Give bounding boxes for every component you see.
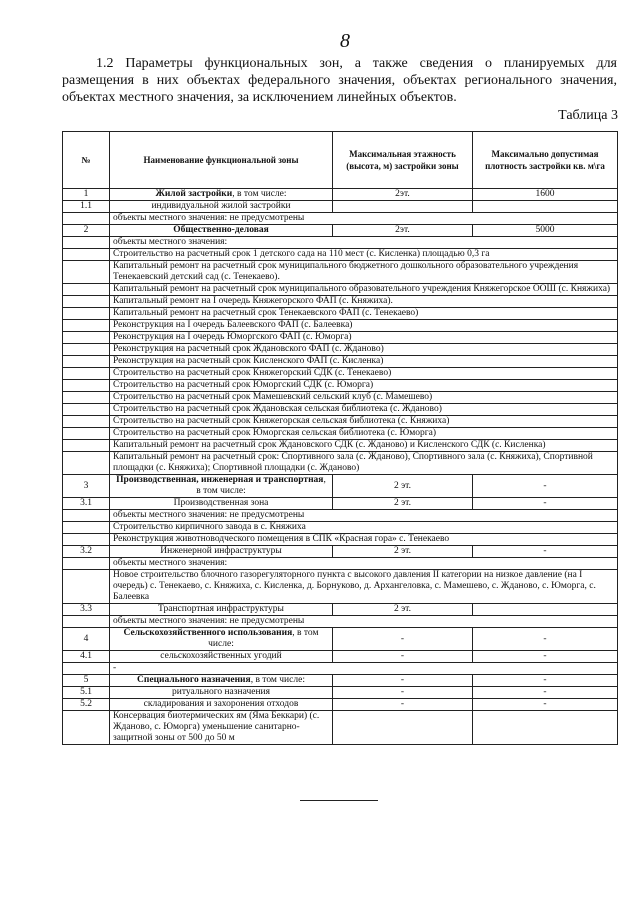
page-number: 8 xyxy=(340,30,350,52)
row-num xyxy=(63,296,110,308)
table-row xyxy=(63,249,618,261)
row-num xyxy=(63,616,110,628)
zone-density: - xyxy=(473,546,618,558)
header-density: Максимально допустимая плотность застройки кв. м\га xyxy=(473,132,618,189)
table-row xyxy=(63,368,618,380)
row-num xyxy=(63,522,110,534)
object-item: Строительство на расчетный срок Княжегорский СДК (с. Тенекаево) xyxy=(110,368,618,380)
row-num: 3.1 xyxy=(63,498,110,510)
table-row xyxy=(63,663,618,675)
table-row xyxy=(63,498,618,510)
row-num: 3.3 xyxy=(63,604,110,616)
row-num xyxy=(63,261,110,284)
zone-floors: 2 эт. xyxy=(333,604,473,616)
zone-name: Инженерной инфраструктуры xyxy=(110,546,333,558)
table-row xyxy=(63,332,618,344)
table-row xyxy=(63,475,618,498)
object-item: Капитальный ремонт на I очередь Княжегорского ФАП (с. Княжиха). xyxy=(110,296,618,308)
row-num xyxy=(63,558,110,570)
zone-name-suffix: , в том числе: xyxy=(232,189,287,199)
row-num xyxy=(63,452,110,475)
zone-name-bold: Сельскохозяйственного использования xyxy=(123,628,293,638)
zone-density xyxy=(473,201,618,213)
object-item: Строительство на расчетный срок Юморгский СДК (с. Юморга) xyxy=(110,380,618,392)
zone-name xyxy=(110,475,333,498)
zone-name-suffix: , в том числе: xyxy=(196,475,326,496)
table-row xyxy=(63,616,618,628)
object-item: Строительство на расчетный срок Мамешевский сельский клуб (с. Мамешево) xyxy=(110,392,618,404)
local-objects-note: объекты местного значения: xyxy=(110,237,618,249)
object-item: Новое строительство блочного газорегуляторного пункта с высокого давления II категории на низкое давление (на I очередь) с. Тенекаево, с. Княжиха, с. Кисленка, д. Борнуково, д. Архангеловка, с. Мамешево, с. Жданово, с. Юморга, с. Балеевка xyxy=(110,570,618,604)
object-item: Реконструкция на I очередь Балеевского ФАП (с. Балеевка) xyxy=(110,320,618,332)
header-zone: Наименование функциональной зоны xyxy=(110,132,333,189)
table-row xyxy=(63,440,618,452)
object-item: Капитальный ремонт на расчетный срок: Спортивного зала (с. Жданово), Спортивного зала (с. Княжиха), Спортивной площадки (с. Княжиха); Спортивной площадки (с. Жданово) xyxy=(110,452,618,475)
row-num: 4.1 xyxy=(63,651,110,663)
local-objects-note: объекты местного значения: не предусмотрены xyxy=(110,616,618,628)
object-item: Строительство на расчетный срок 1 детского сада на 110 мест (с. Кисленка) площадью 0,3 га xyxy=(110,249,618,261)
row-num: 3 xyxy=(63,475,110,498)
zone-name-bold: Специального назначения xyxy=(137,675,251,685)
zone-name: сельскохозяйственных угодий xyxy=(110,651,333,663)
zone-floors: - xyxy=(333,651,473,663)
table-row xyxy=(63,380,618,392)
row-num xyxy=(63,237,110,249)
zone-name: индивидуальной жилой застройки xyxy=(110,201,333,213)
row-num: 4 xyxy=(63,628,110,651)
row-num xyxy=(63,284,110,296)
row-num xyxy=(63,534,110,546)
table-row xyxy=(63,510,618,522)
table-row xyxy=(63,344,618,356)
row-num xyxy=(63,570,110,604)
zone-name: ритуального назначения xyxy=(110,687,333,699)
object-item: Реконструкция на I очередь Юморгского ФАП (с. Юморга) xyxy=(110,332,618,344)
zone-density: - xyxy=(473,498,618,510)
zone-density: 5000 xyxy=(473,225,618,237)
footer-rule xyxy=(300,800,378,801)
zone-density: - xyxy=(473,687,618,699)
row-num: 5.2 xyxy=(63,699,110,711)
zone-density: 1600 xyxy=(473,189,618,201)
row-num: 2 xyxy=(63,225,110,237)
table-row xyxy=(63,201,618,213)
object-item: Реконструкция животноводческого помещения в СПК «Красная гора» с. Тенекаево xyxy=(110,534,618,546)
table-row xyxy=(63,452,618,475)
table-row xyxy=(63,308,618,320)
zone-density xyxy=(473,711,618,745)
zone-density: - xyxy=(473,628,618,651)
object-item: Строительство кирпичного завода в с. Княжиха xyxy=(110,522,618,534)
row-num: 5 xyxy=(63,675,110,687)
row-num xyxy=(63,510,110,522)
zone-density xyxy=(473,604,618,616)
zone-floors: - xyxy=(333,628,473,651)
zone-name xyxy=(110,628,333,651)
table-row xyxy=(63,404,618,416)
row-num xyxy=(63,440,110,452)
section-heading: 1.2 Параметры функциональных зон, а также сведения о планируемых для размещения в них объектах федерального значения, объектах регионального значения, объектах местного значения, за исключением линейных объектов. xyxy=(62,56,617,105)
zone-name-suffix: , в том числе: xyxy=(250,675,305,685)
zone-density: - xyxy=(473,475,618,498)
header-num: № xyxy=(63,132,110,189)
table-row xyxy=(63,296,618,308)
zone-floors xyxy=(333,201,473,213)
row-num xyxy=(63,711,110,745)
zone-name-suffix: , в том числе: xyxy=(208,628,319,649)
zone-name: складирования и захоронения отходов xyxy=(110,699,333,711)
row-num xyxy=(63,320,110,332)
zone-floors: - xyxy=(333,675,473,687)
table-row xyxy=(63,699,618,711)
object-item: Капитальный ремонт на расчетный срок Тенекаевского ФАП (с. Тенекаево) xyxy=(110,308,618,320)
table-row xyxy=(63,522,618,534)
table-row xyxy=(63,534,618,546)
table-row xyxy=(63,225,618,237)
table-row xyxy=(63,546,618,558)
functional-zones-table xyxy=(62,131,618,745)
object-item: Реконструкция на расчетный срок Ждановского ФАП (с. Жданово) xyxy=(110,344,618,356)
table-row xyxy=(63,284,618,296)
zone-name-bold: Жилой застройки xyxy=(155,189,233,199)
table-row xyxy=(63,711,618,745)
object-item: Капитальный ремонт на расчетный срок муниципального бюджетного дошкольного образовательного учреждения Тенекаевский детский сад (с. Тенекаево). xyxy=(110,261,618,284)
row-num xyxy=(63,344,110,356)
table-row xyxy=(63,213,618,225)
row-num xyxy=(63,404,110,416)
local-objects-note: объекты местного значения: не предусмотрены xyxy=(110,510,618,522)
row-num xyxy=(63,380,110,392)
table-row xyxy=(63,687,618,699)
row-num xyxy=(63,308,110,320)
row-num xyxy=(63,332,110,344)
table-row xyxy=(63,558,618,570)
object-item: Строительство на расчетный срок Юморгская сельская библиотека (с. Юморга) xyxy=(110,428,618,440)
row-num: 5.1 xyxy=(63,687,110,699)
zone-floors: - xyxy=(333,687,473,699)
table-row xyxy=(63,189,618,201)
object-item: - xyxy=(110,663,618,675)
table-row xyxy=(63,428,618,440)
zone-floors: 2эт. xyxy=(333,225,473,237)
zone-floors: 2 эт. xyxy=(333,475,473,498)
table-row xyxy=(63,570,618,604)
zone-floors: 2эт. xyxy=(333,189,473,201)
zone-name: Транспортная инфраструктуры xyxy=(110,604,333,616)
object-item: Капитальный ремонт на расчетный срок Ждановского СДК (с. Жданово) и Кисленского СДК (с. Кисленка) xyxy=(110,440,618,452)
zone-name-bold: Производственная, инженерная и транспортная xyxy=(116,475,324,485)
local-objects-note: объекты местного значения: не предусмотрены xyxy=(110,213,618,225)
zone-floors xyxy=(333,711,473,745)
object-item: Строительство на расчетный срок Ждановская сельская библиотека (с. Жданово) xyxy=(110,404,618,416)
table-row xyxy=(63,651,618,663)
table-row xyxy=(63,237,618,249)
object-item: Консервация биотермических ям (Яма Беккари) (с. Жданово, с. Юморга) уменьшение санитарно-защитной зоны от 500 до 50 м xyxy=(110,711,333,745)
row-num: 1.1 xyxy=(63,201,110,213)
row-num xyxy=(63,392,110,404)
zone-name xyxy=(110,675,333,687)
row-num xyxy=(63,428,110,440)
row-num: 3.2 xyxy=(63,546,110,558)
table-row xyxy=(63,675,618,687)
zone-density: - xyxy=(473,699,618,711)
row-num xyxy=(63,368,110,380)
row-num xyxy=(63,416,110,428)
zone-floors: 2 эт. xyxy=(333,498,473,510)
object-item: Реконструкция на расчетный срок Кисленского ФАП (с. Кисленка) xyxy=(110,356,618,368)
object-item: Строительство на расчетный срок Княжегорская сельская библиотека (с. Княжиха) xyxy=(110,416,618,428)
zone-name: Общественно-деловая xyxy=(110,225,333,237)
table-row xyxy=(63,628,618,651)
object-item: Капитальный ремонт на расчетный срок муниципального образовательного учреждения Княжегорское ООШ (с. Княжиха) xyxy=(110,284,618,296)
row-num xyxy=(63,213,110,225)
table-row xyxy=(63,320,618,332)
zone-floors: - xyxy=(333,699,473,711)
zone-density: - xyxy=(473,651,618,663)
row-num xyxy=(63,249,110,261)
zone-name xyxy=(110,189,333,201)
table-row xyxy=(63,416,618,428)
row-num: 1 xyxy=(63,189,110,201)
local-objects-note: объекты местного значения: xyxy=(110,558,618,570)
table-row xyxy=(63,261,618,284)
header-floors: Максимальная этажность (высота, м) застройки зоны xyxy=(333,132,473,189)
table-row xyxy=(63,356,618,368)
row-num xyxy=(63,663,110,675)
zone-name: Производственная зона xyxy=(110,498,333,510)
table-header-row xyxy=(63,132,618,189)
table-caption: Таблица 3 xyxy=(558,108,618,123)
zone-floors: 2 эт. xyxy=(333,546,473,558)
zone-density: - xyxy=(473,675,618,687)
table-row xyxy=(63,392,618,404)
table-row xyxy=(63,604,618,616)
row-num xyxy=(63,356,110,368)
